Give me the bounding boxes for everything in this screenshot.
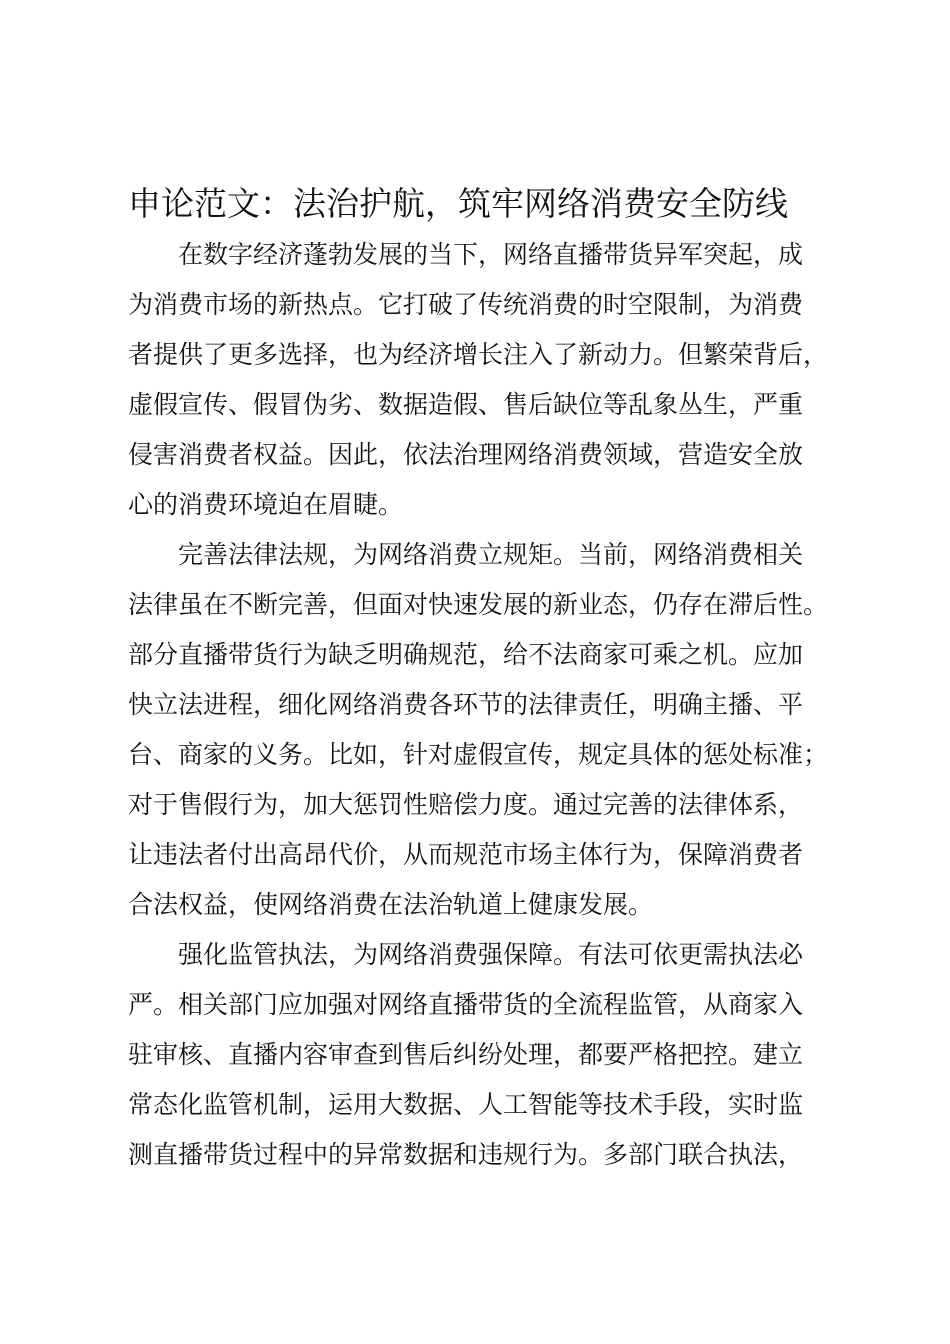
paragraph-2-line-3: 部分直播带货行为缺乏明确规范，给不法商家可乘之机。应加 xyxy=(128,640,804,669)
paragraph-2-line-4: 快立法进程，细化网络消费各环节的法律责任，明确主播、平 xyxy=(128,690,804,719)
paragraph-1-line-6: 心的消费环境迫在眉睫。 xyxy=(128,490,404,519)
paragraph-3-line-2: 严。相关部门应加强对网络直播带货的全流程监管，从商家入 xyxy=(128,990,804,1019)
paragraph-1-line-1: 在数字经济蓬勃发展的当下，网络直播带货异军突起，成 xyxy=(178,240,804,269)
document-body xyxy=(128,230,848,1180)
paragraph-2-line-7: 让违法者付出高昂代价，从而规范市场主体行为，保障消费者 xyxy=(128,840,804,869)
paragraph-2-line-8: 合法权益，使网络消费在法治轨道上健康发展。 xyxy=(128,890,654,919)
paragraph-3-line-3: 驻审核、直播内容审查到售后纠纷处理，都要严格把控。建立 xyxy=(128,1040,804,1069)
paragraph-2-line-5: 台、商家的义务。比如，针对虚假宣传，规定具体的惩处标准； xyxy=(128,740,829,769)
paragraph-2-line-2: 法律虽在不断完善，但面对快速发展的新业态，仍存在滞后性。 xyxy=(128,590,829,619)
paragraph-3-line-1: 强化监管执法，为网络消费强保障。有法可依更需执法必 xyxy=(178,940,804,969)
paragraph-1-line-2: 为消费市场的新热点。它打破了传统消费的时空限制，为消费 xyxy=(128,290,804,319)
paragraph-3-line-4: 常态化监管机制，运用大数据、人工智能等技术手段，实时监 xyxy=(128,1090,804,1119)
document-title: 申论范文：法治护航，筑牢网络消费安全防线 xyxy=(128,184,788,223)
paragraph-1-line-5: 侵害消费者权益。因此，依法治理网络消费领域，营造安全放 xyxy=(128,440,804,469)
paragraph-3-line-5: 测直播带货过程中的异常数据和违规行为。多部门联合执法， xyxy=(128,1140,804,1169)
paragraph-1-line-3: 者提供了更多选择，也为经济增长注入了新动力。但繁荣背后， xyxy=(128,340,829,369)
paragraph-1-line-4: 虚假宣传、假冒伪劣、数据造假、售后缺位等乱象丛生，严重 xyxy=(128,390,804,419)
paragraph-2-line-1: 完善法律法规，为网络消费立规矩。当前，网络消费相关 xyxy=(178,540,804,569)
paragraph-2-line-6: 对于售假行为，加大惩罚性赔偿力度。通过完善的法律体系， xyxy=(128,790,804,819)
